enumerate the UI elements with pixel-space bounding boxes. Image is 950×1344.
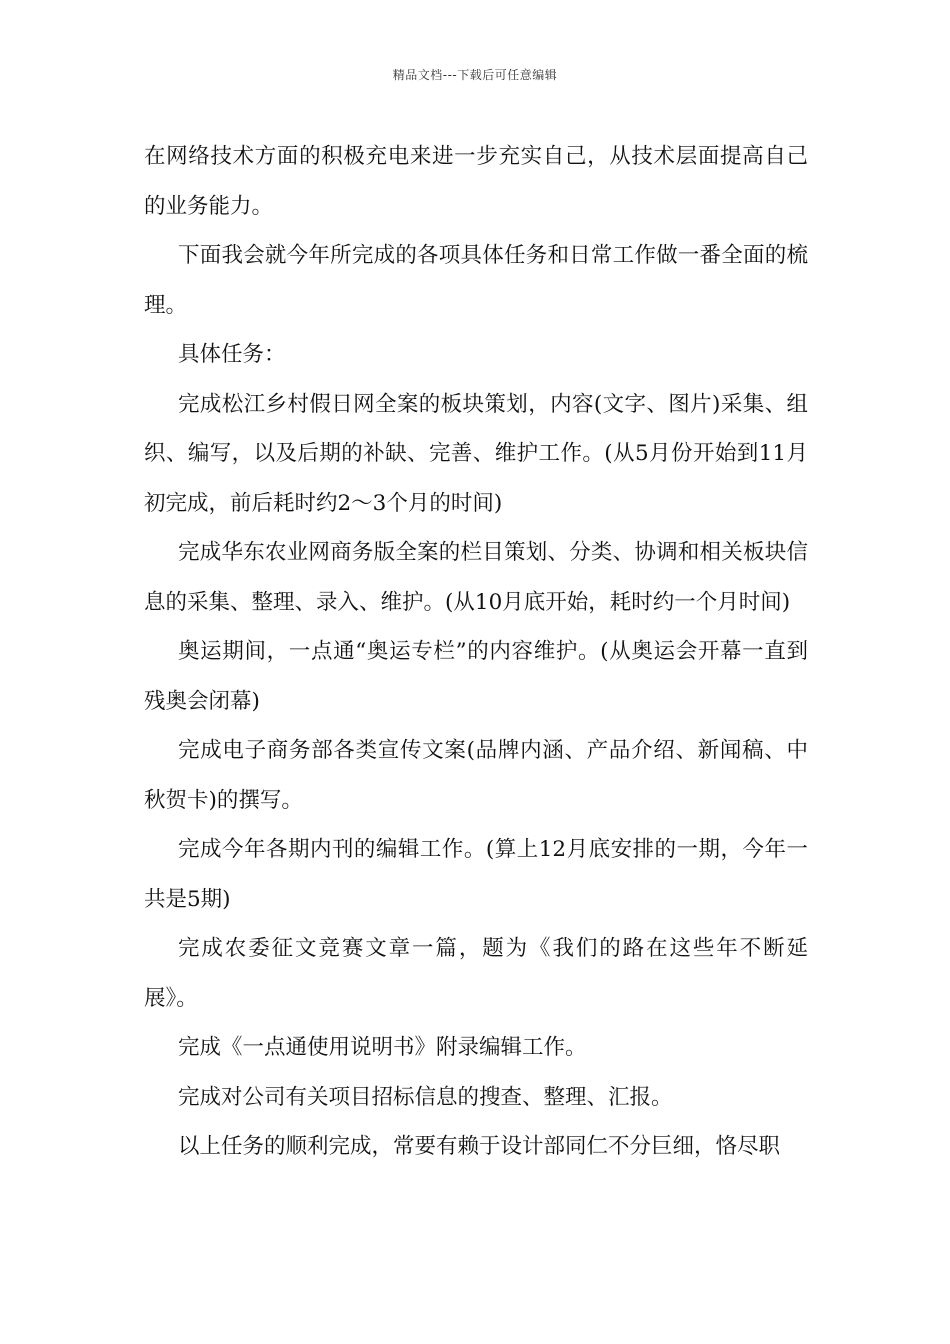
task-item-olympics: 奥运期间，一点通“奥运专栏”的内容维护。(从奥运会开幕一直到残奥会闭幕) <box>144 639 808 714</box>
task-item-bidding: 完成对公司有关项目招标信息的搜查、整理、汇报。 <box>178 1084 673 1110</box>
paragraph-continuation: 在网络技术方面的积极充电来进一步充实自己，从技术层面提高自己的业务能力。 <box>144 144 808 219</box>
document-body <box>144 132 808 1172</box>
paragraph-intro: 下面我会就今年所完成的各项具体任务和日常工作做一番全面的梳理。 <box>144 243 808 318</box>
task-item-essay: 完成农委征文竞赛文章一篇，题为《我们的路在这些年不断延展》。 <box>144 936 808 1011</box>
task-item-huadong: 完成华东农业网商务版全案的栏目策划、分类、协调和相关板块信息的采集、整理、录入、维护。(从10月底开始，耗时约一个月时间) <box>144 540 808 615</box>
task-item-manual: 完成《一点通使用说明书》附录编辑工作。 <box>178 1035 587 1060</box>
task-item-journal: 完成今年各期内刊的编辑工作。(算上12月底安排的一期，今年一共是5期) <box>144 837 808 912</box>
task-item-copywriting: 完成电子商务部各类宣传文案(品牌内涵、产品介绍、新闻稿、中秋贺卡)的撰写。 <box>144 738 808 813</box>
page-header: 精品文档---下载后可任意编辑 <box>392 68 558 82</box>
paragraph-summary: 以上任务的顺利完成，常要有赖于设计部同仁不分巨细，恪尽职 <box>178 1134 781 1159</box>
task-item-songjiang: 完成松江乡村假日网全案的板块策划，内容(文字、图片)采集、组织、编写，以及后期的补缺、完善、维护工作。(从5月份开始到11月初完成，前后耗时约2～3个月的时间) <box>144 391 808 516</box>
section-heading-tasks: 具体任务： <box>178 342 286 367</box>
